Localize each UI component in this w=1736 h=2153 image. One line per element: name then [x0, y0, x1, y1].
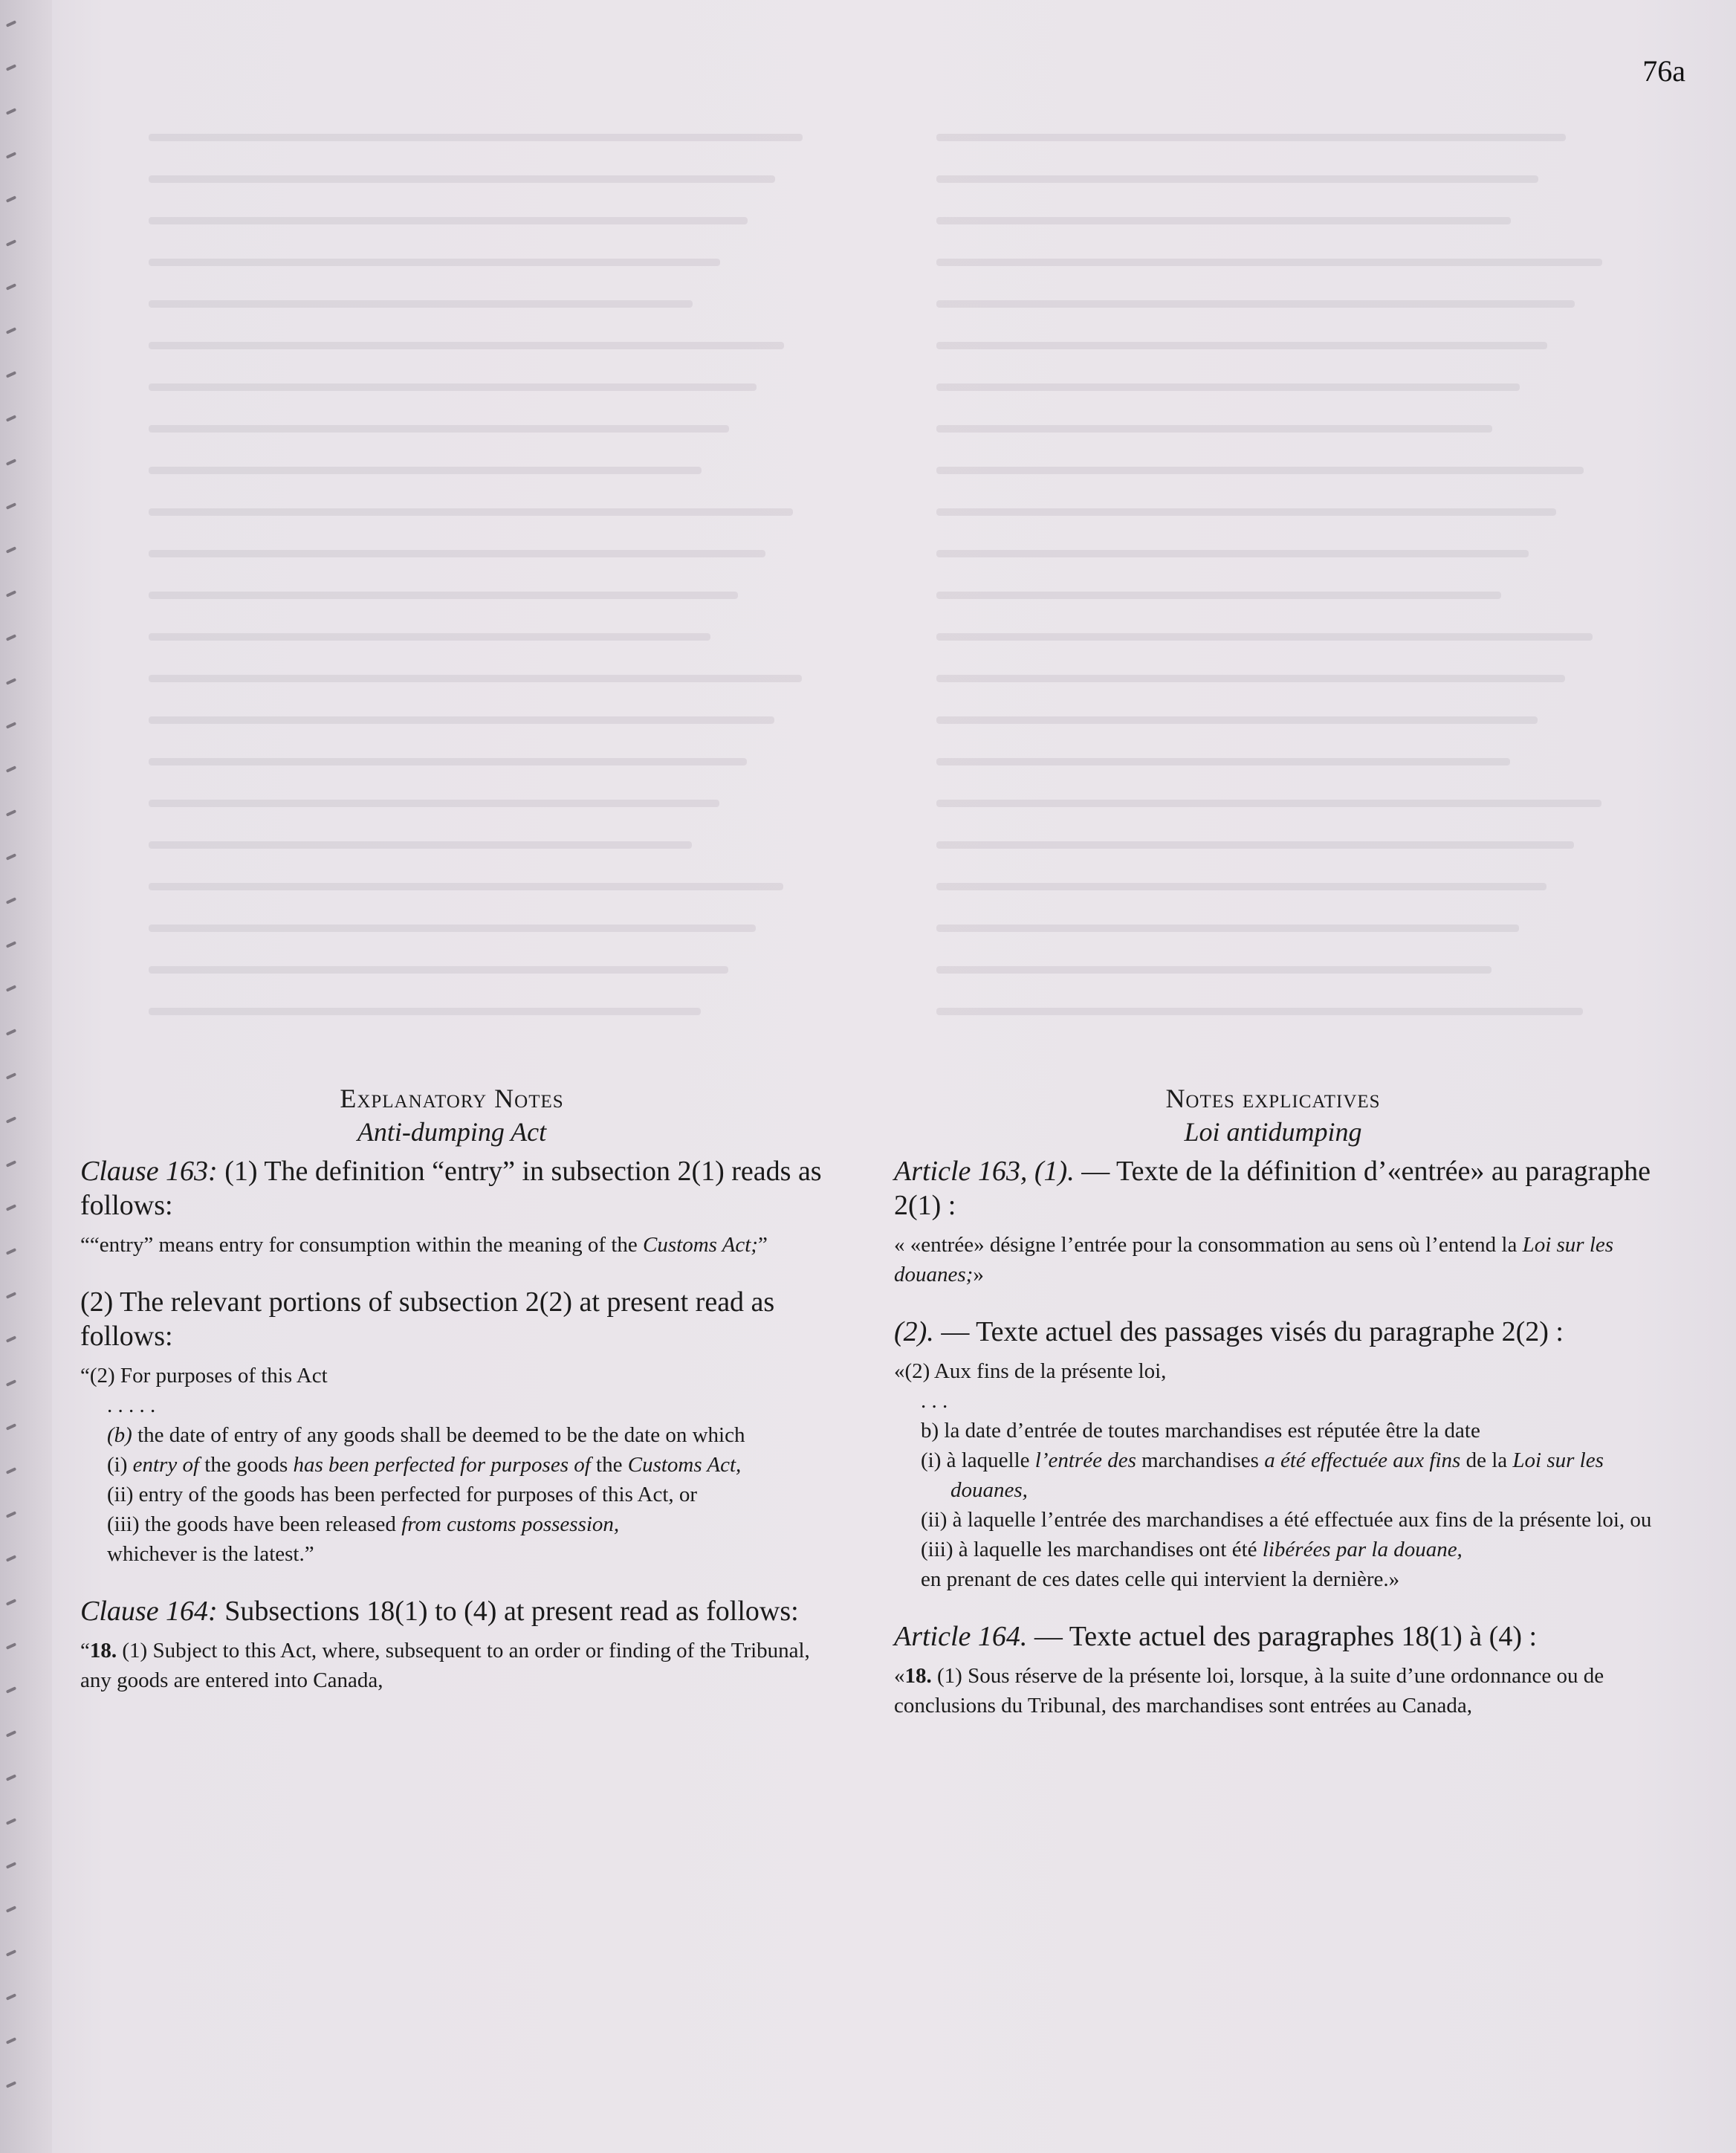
right-subheading: Loi antidumping: [1184, 1117, 1362, 1147]
binding-hole: [6, 108, 16, 115]
binding-hole: [6, 502, 16, 510]
p2-label: (2).: [894, 1316, 934, 1347]
binding-hole: [6, 1072, 16, 1080]
binding-hole: [6, 2037, 16, 2044]
binding-holes: [6, 22, 28, 2133]
bleed-line: [936, 217, 1511, 224]
bleed-line: [149, 467, 702, 474]
bleed-line: [936, 550, 1529, 557]
s22-b-i: [80, 1450, 823, 1480]
s18-number: 18.: [89, 1639, 117, 1662]
binding-hole: [6, 722, 16, 729]
bleed-line: [936, 800, 1601, 807]
bleed-line: [936, 675, 1565, 682]
binding-hole: [6, 1599, 16, 1606]
p2-text: — Texte actuel des passages visés du paragraphe 2(2) :: [933, 1316, 1564, 1347]
s18-text: [80, 1636, 823, 1695]
bleed-line: [149, 300, 693, 308]
bleed-line: [149, 175, 775, 183]
bleed-line: [936, 925, 1519, 932]
s22-b-label: (b): [107, 1423, 132, 1447]
binding-hole: [6, 765, 16, 773]
binding-hole: [6, 809, 16, 817]
fr-s22-b: b) la date d’entrée de toutes marchandises est réputée être la date: [921, 1419, 1480, 1443]
s22-b-i-c: has been perfected for purposes of: [293, 1453, 591, 1477]
bleed-line: [936, 1008, 1583, 1015]
entry-definition: [80, 1230, 823, 1260]
bleed-line: [149, 134, 803, 141]
clause-163-paragraph: [80, 1154, 823, 1223]
bleed-line: [936, 342, 1547, 349]
entry-definition-act: Customs Act;: [643, 1233, 758, 1257]
binding-hole: [6, 1204, 16, 1211]
entree-definition-close: »: [973, 1263, 984, 1286]
fr-i-b: l’entrée des: [1034, 1448, 1136, 1472]
bleed-line: [149, 592, 738, 599]
s18-body: (1) Subject to this Act, where, subsequent to an order or finding of the Tribunal, any goods are entered into Canada,: [80, 1639, 810, 1692]
article-164-label: Article 164.: [894, 1621, 1028, 1652]
binding-hole: [6, 1906, 16, 1913]
bleed-line: [149, 800, 719, 807]
bleed-line: [936, 716, 1538, 724]
binding-hole: [6, 1029, 16, 1036]
binding-hole: [6, 152, 16, 159]
fr-s22-b-i: [894, 1445, 1652, 1505]
binding-hole: [6, 1730, 16, 1738]
fr-i-a: (i) à laquelle: [921, 1448, 1035, 1472]
bleed-line: [149, 550, 765, 557]
article-164-paragraph: [894, 1619, 1652, 1654]
fr-s18-number: 18.: [904, 1664, 932, 1688]
clause-164-label: Clause 164:: [80, 1596, 218, 1627]
binding-hole: [6, 634, 16, 641]
binding-hole: [6, 1774, 16, 1781]
binding-hole: [6, 941, 16, 948]
s22-b-i-d: the: [590, 1453, 628, 1477]
bleed-line: [149, 633, 710, 641]
paragraphe-2-2-paragraph: [894, 1315, 1652, 1349]
fr-i-c: marchandises: [1136, 1448, 1265, 1472]
bleed-line: [149, 925, 756, 932]
s22-b-i-label: (i): [107, 1453, 133, 1477]
binding-hole: [6, 1686, 16, 1694]
binding-hole: [6, 327, 16, 334]
fr-s22-dots: . . .: [921, 1389, 948, 1413]
fr-i-e: de la: [1460, 1448, 1513, 1472]
clause-164-text: Subsections 18(1) to (4) at present read as follows:: [217, 1596, 799, 1627]
article-163-paragraph: [894, 1154, 1652, 1223]
fr-i-f: Loi sur les douanes,: [950, 1448, 1604, 1502]
s22-b-ii: (ii) entry of the goods has been perfected for purposes of this Act, or: [107, 1483, 698, 1506]
fr-s22-intro: «(2) Aux fins de la présente loi,: [894, 1359, 1167, 1383]
bleed-line: [149, 1008, 701, 1015]
bleed-line: [149, 259, 720, 266]
binding-hole: [6, 1555, 16, 1562]
binding-hole: [6, 678, 16, 685]
binding-hole: [6, 2081, 16, 2088]
entry-definition-text: ““entry” means entry for consumption within the meaning of the: [80, 1233, 644, 1257]
bleed-line: [149, 675, 802, 682]
bleed-line: [936, 134, 1566, 141]
fr-i-d: a été effectuée aux fins: [1264, 1448, 1461, 1472]
fr-s18-open: «: [894, 1664, 905, 1688]
bleed-line: [936, 841, 1574, 849]
left-heading: Explanatory Notes: [340, 1084, 564, 1113]
bleed-line: [936, 467, 1584, 474]
s18-open: “: [80, 1639, 90, 1662]
entree-definition-loi: Loi sur les douanes;: [894, 1233, 1614, 1286]
clause-163-text: (1) The definition “entry” in subsection 2(1) reads as follows:: [80, 1156, 822, 1221]
binding-hole: [6, 985, 16, 992]
entree-definition: [894, 1230, 1652, 1289]
binding-hole: [6, 1949, 16, 1957]
s22-b-iii-a: (iii) the goods have been released: [107, 1512, 402, 1536]
s22-b-i-e: Customs Act,: [627, 1453, 742, 1477]
bleed-line: [936, 259, 1602, 266]
s22-b-i-a: entry of: [132, 1453, 200, 1477]
s22-b-iii-b: from customs possession,: [401, 1512, 620, 1536]
page-number: 76a: [1642, 54, 1685, 88]
subsection-2-2-paragraph: (2) The relevant portions of subsection 2(2) at present read as follows:: [80, 1286, 775, 1352]
fr-derniere: en prenant de ces dates celle qui intervient la dernière.»: [921, 1567, 1400, 1591]
bleed-through-decoration: [134, 119, 1620, 1070]
binding-hole: [6, 1993, 16, 2001]
bleed-line: [149, 716, 774, 724]
bleed-line: [936, 633, 1593, 641]
bleed-line: [149, 425, 729, 433]
binding-hole: [6, 459, 16, 466]
bleed-line: [936, 883, 1546, 890]
bleed-line: [149, 841, 692, 849]
right-heading: Notes explicatives: [1165, 1084, 1381, 1113]
binding-hole: [6, 546, 16, 554]
bleed-line: [149, 966, 728, 974]
binding-hole: [6, 1467, 16, 1474]
s22-intro: “(2) For purposes of this Act: [80, 1364, 328, 1388]
binding-hole: [6, 371, 16, 378]
s22-latest: whichever is the latest.”: [107, 1542, 314, 1566]
binding-hole: [6, 283, 16, 291]
clause-163-label: Clause 163:: [80, 1156, 218, 1187]
binding-hole: [6, 897, 16, 904]
binding-hole: [6, 195, 16, 203]
bleed-lines: [134, 119, 1620, 1070]
left-subheading: Anti-dumping Act: [357, 1117, 547, 1147]
fr-s22-b-ii: (ii) à laquelle l’entrée des marchandises a été effectuée aux fins de la présente loi, ou: [921, 1508, 1652, 1532]
bleed-line: [149, 217, 748, 224]
binding-hole: [6, 853, 16, 861]
article-163-label: Article 163, (1).: [894, 1156, 1075, 1187]
bleed-line: [936, 300, 1575, 308]
bleed-line: [149, 508, 793, 516]
binding-hole: [6, 1160, 16, 1168]
binding-hole: [6, 64, 16, 71]
s22-dots: . . . . .: [107, 1393, 156, 1417]
bleed-line: [936, 383, 1520, 391]
bleed-line: [149, 758, 747, 765]
article-163-text: — Texte de la définition d’«entrée» au paragraphe 2(1) :: [894, 1156, 1651, 1221]
bleed-line: [149, 883, 783, 890]
binding-hole: [6, 1379, 16, 1387]
bleed-line: [936, 758, 1510, 765]
article-164-text: — Texte actuel des paragraphes 18(1) à (4) :: [1027, 1621, 1538, 1652]
fr-s22-b-iii: [894, 1535, 1652, 1564]
bleed-line: [936, 425, 1492, 433]
binding-hole: [6, 1116, 16, 1124]
bleed-line: [936, 592, 1501, 599]
binding-hole: [6, 590, 16, 598]
bleed-line: [936, 508, 1556, 516]
clause-164-paragraph: [80, 1594, 823, 1628]
fr-s18-text: [894, 1661, 1652, 1720]
fr-iii-a: (iii) à laquelle les marchandises ont été: [921, 1538, 1263, 1561]
binding-hole: [6, 1335, 16, 1343]
binding-hole: [6, 1248, 16, 1255]
s22-b: [80, 1420, 823, 1450]
right-column-french: [894, 1081, 1652, 1720]
binding-hole: [6, 415, 16, 422]
binding-hole: [6, 1292, 16, 1299]
binding-hole: [6, 1818, 16, 1825]
bleed-line: [936, 175, 1538, 183]
bleed-line: [149, 383, 757, 391]
bleed-line: [149, 342, 784, 349]
s22-b-i-b: the goods: [199, 1453, 294, 1477]
entree-definition-text: « «entrée» désigne l’entrée pour la consommation au sens où l’entend la: [894, 1233, 1523, 1257]
fr-iii-b: libérées par la douane,: [1262, 1538, 1463, 1561]
binding-hole: [6, 1862, 16, 1869]
fr-s18-body: (1) Sous réserve de la présente loi, lorsque, à la suite d’une ordonnance ou de conclusions du Tribunal, des marchandises sont entrées au Canada,: [894, 1664, 1604, 1717]
binding-hole: [6, 1642, 16, 1650]
s22-b-text: the date of entry of any goods shall be deemed to be the date on which: [132, 1423, 745, 1447]
binding-hole: [6, 1423, 16, 1431]
s22-b-iii: [80, 1509, 823, 1539]
bleed-line: [936, 966, 1492, 974]
binding-hole: [6, 1511, 16, 1518]
binding-hole: [6, 239, 16, 247]
entry-definition-close: ”: [757, 1233, 768, 1257]
left-column-english: [80, 1081, 823, 1695]
